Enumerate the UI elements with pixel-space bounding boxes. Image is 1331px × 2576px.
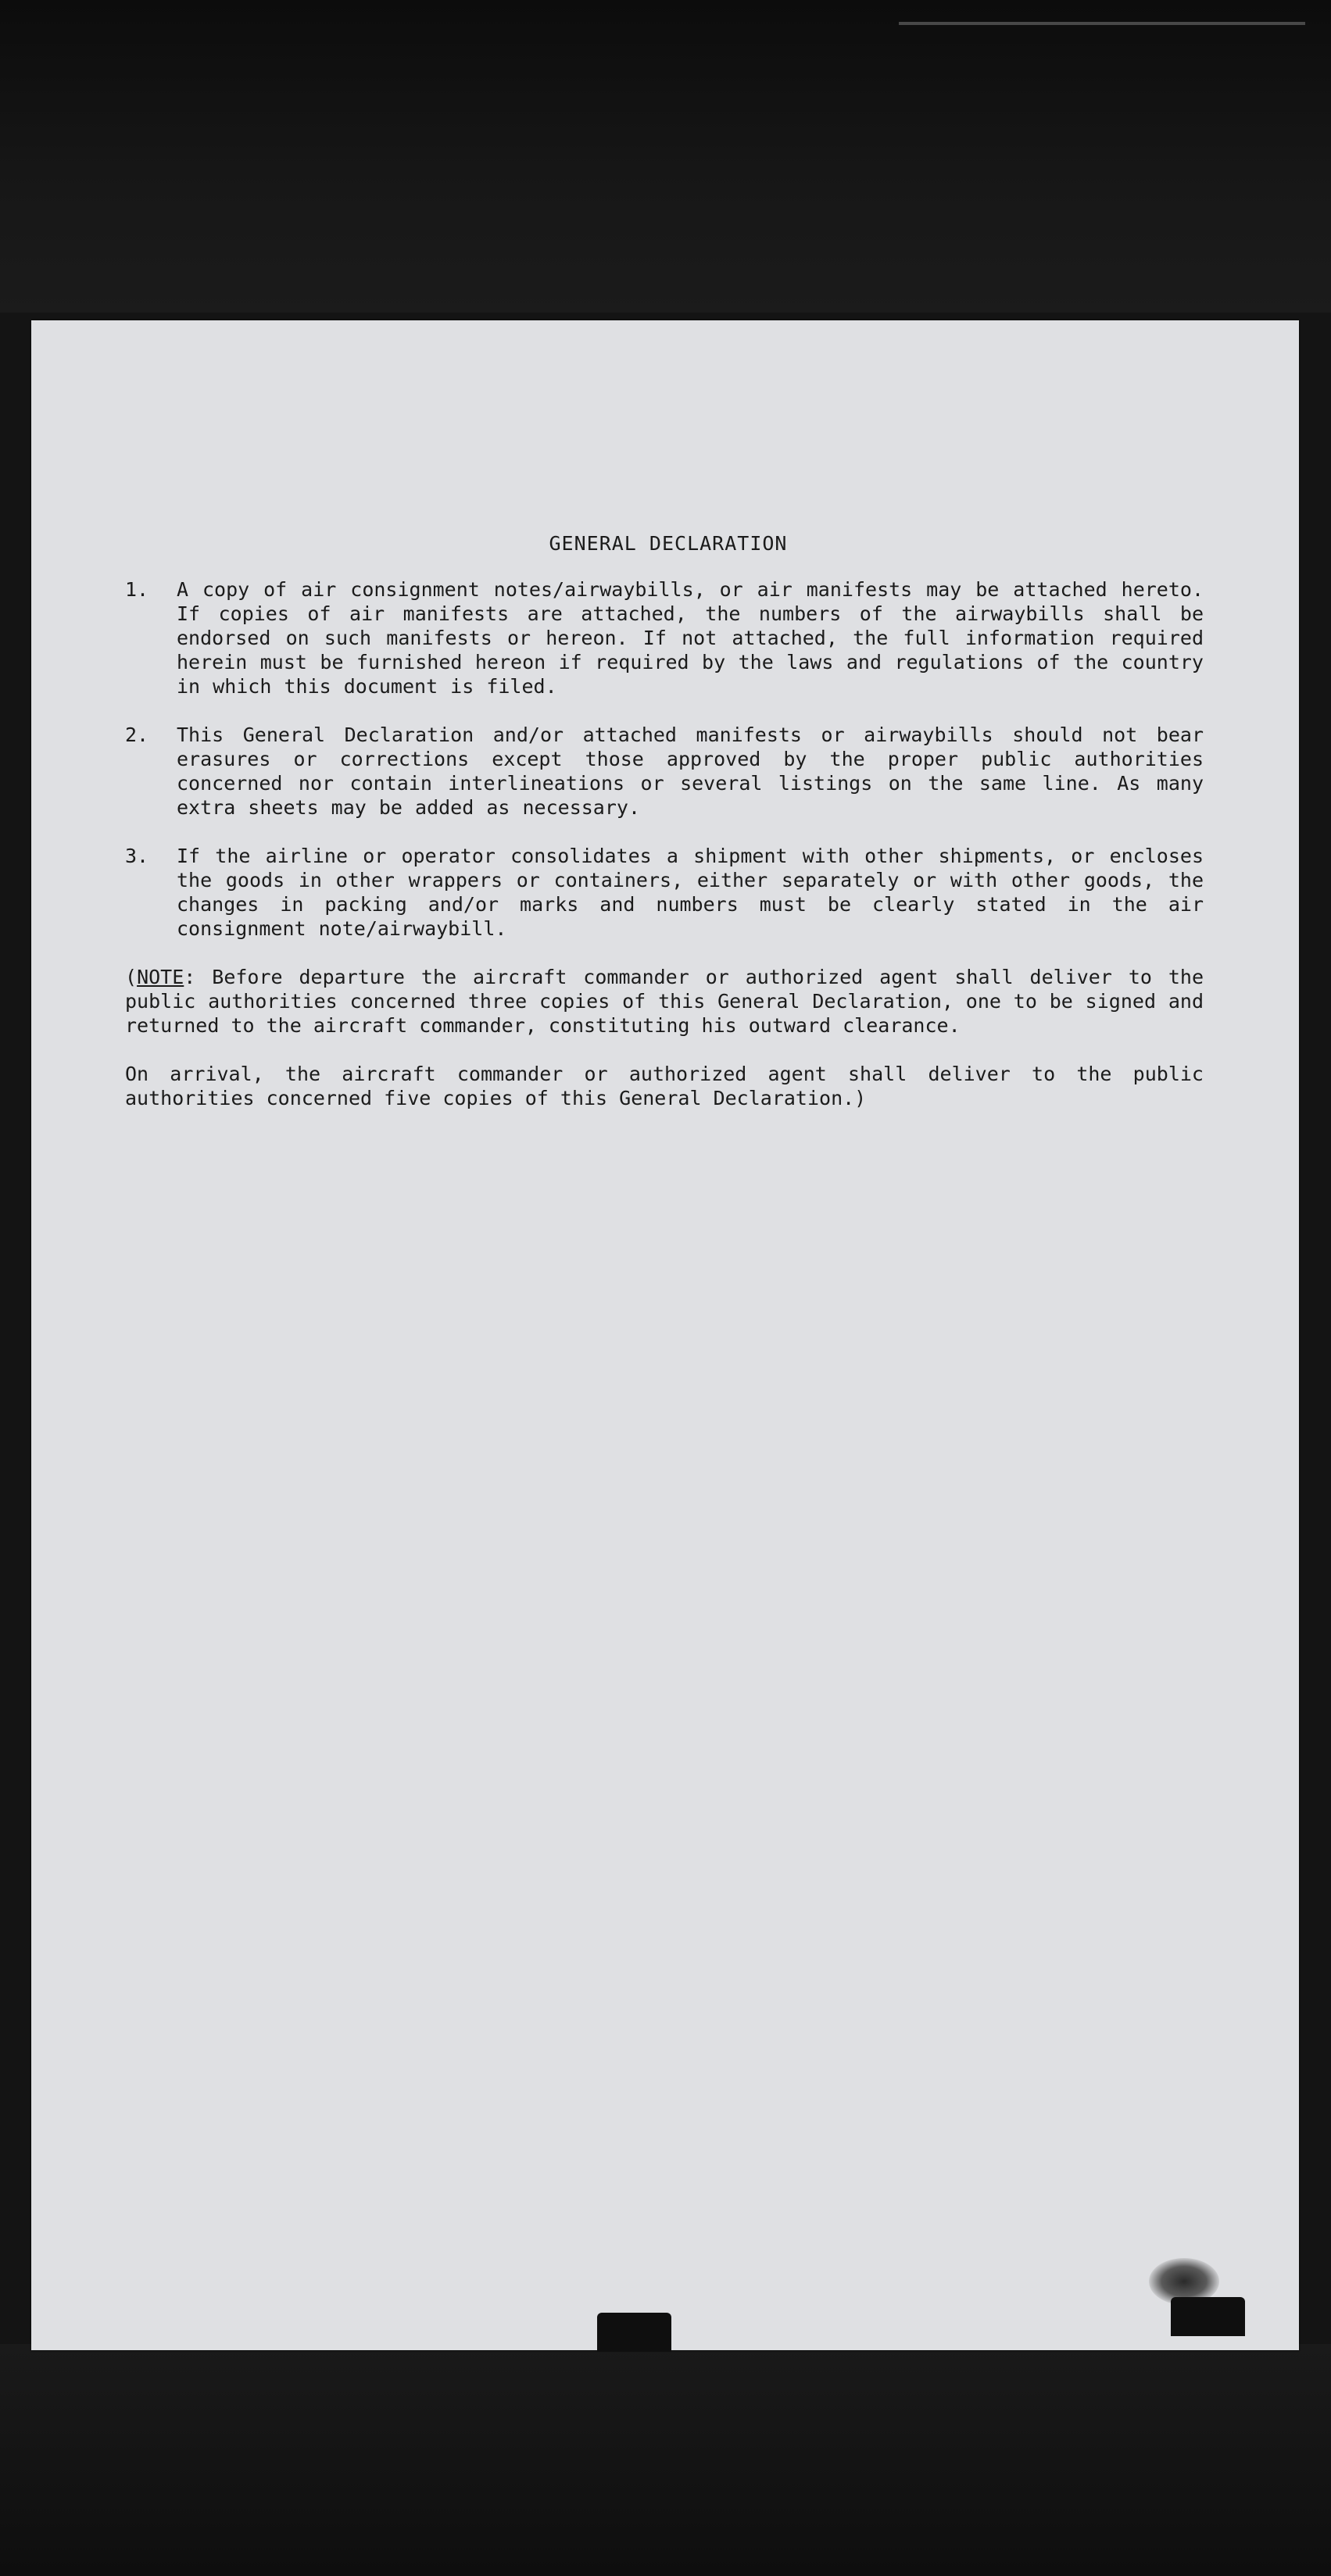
scan-background-bottom — [0, 2344, 1331, 2576]
note-open-paren: ( — [125, 966, 138, 988]
scan-streak — [899, 22, 1305, 25]
item-number: 1. — [125, 578, 149, 601]
binding-tab-left — [597, 2313, 671, 2352]
binding-tab-right — [1171, 2297, 1245, 2336]
arrival-paragraph: On arrival, the aircraft commander or authorized agent shall deliver to the public authorities concerned five copies of this General Declaration.) — [125, 1063, 1204, 1109]
list-item — [125, 577, 1204, 698]
item-text: If the airline or operator consolidates a shipment with other shipments, or encloses the goods in other wrappers or containers, either separately or with other goods, the changes in packing and/or marks and numbers must be clearly stated in the air consignment note/airwaybill. — [177, 845, 1204, 940]
list-item — [125, 723, 1204, 820]
declaration-body — [125, 531, 1204, 1134]
document-sheet — [31, 320, 1299, 2350]
list-item — [125, 844, 1204, 941]
note-colon: : — [184, 966, 196, 988]
note-text: Before departure the aircraft commander or authorized agent shall deliver to the public authorities concerned three copies of this General Declaration, one to be signed and returned to the aircraft commander, constituting his outward clearance. — [125, 966, 1204, 1037]
item-text: This General Declaration and/or attached manifests or airwaybills should not bear erasures or corrections except those approved by the proper public authorities concerned nor contain interlineations or several listings on the same line. As many extra sheets may be added as necessary. — [177, 723, 1204, 819]
note-label: NOTE — [137, 966, 184, 988]
note-paragraph — [125, 965, 1204, 1038]
document-title: GENERAL DECLARATION — [549, 532, 788, 555]
item-number: 2. — [125, 723, 149, 746]
scan-background-top — [0, 0, 1331, 313]
item-text: A copy of air consignment notes/airwaybills, or air manifests may be attached hereto. If copies of air manifests are attached, the numbers of the airwaybills shall be endorsed on such manifests or hereon. If not attached, the full information required herein must be furnished hereon if required by the laws and regulations of the country in which this document is filed. — [177, 578, 1204, 698]
item-number: 3. — [125, 845, 149, 867]
